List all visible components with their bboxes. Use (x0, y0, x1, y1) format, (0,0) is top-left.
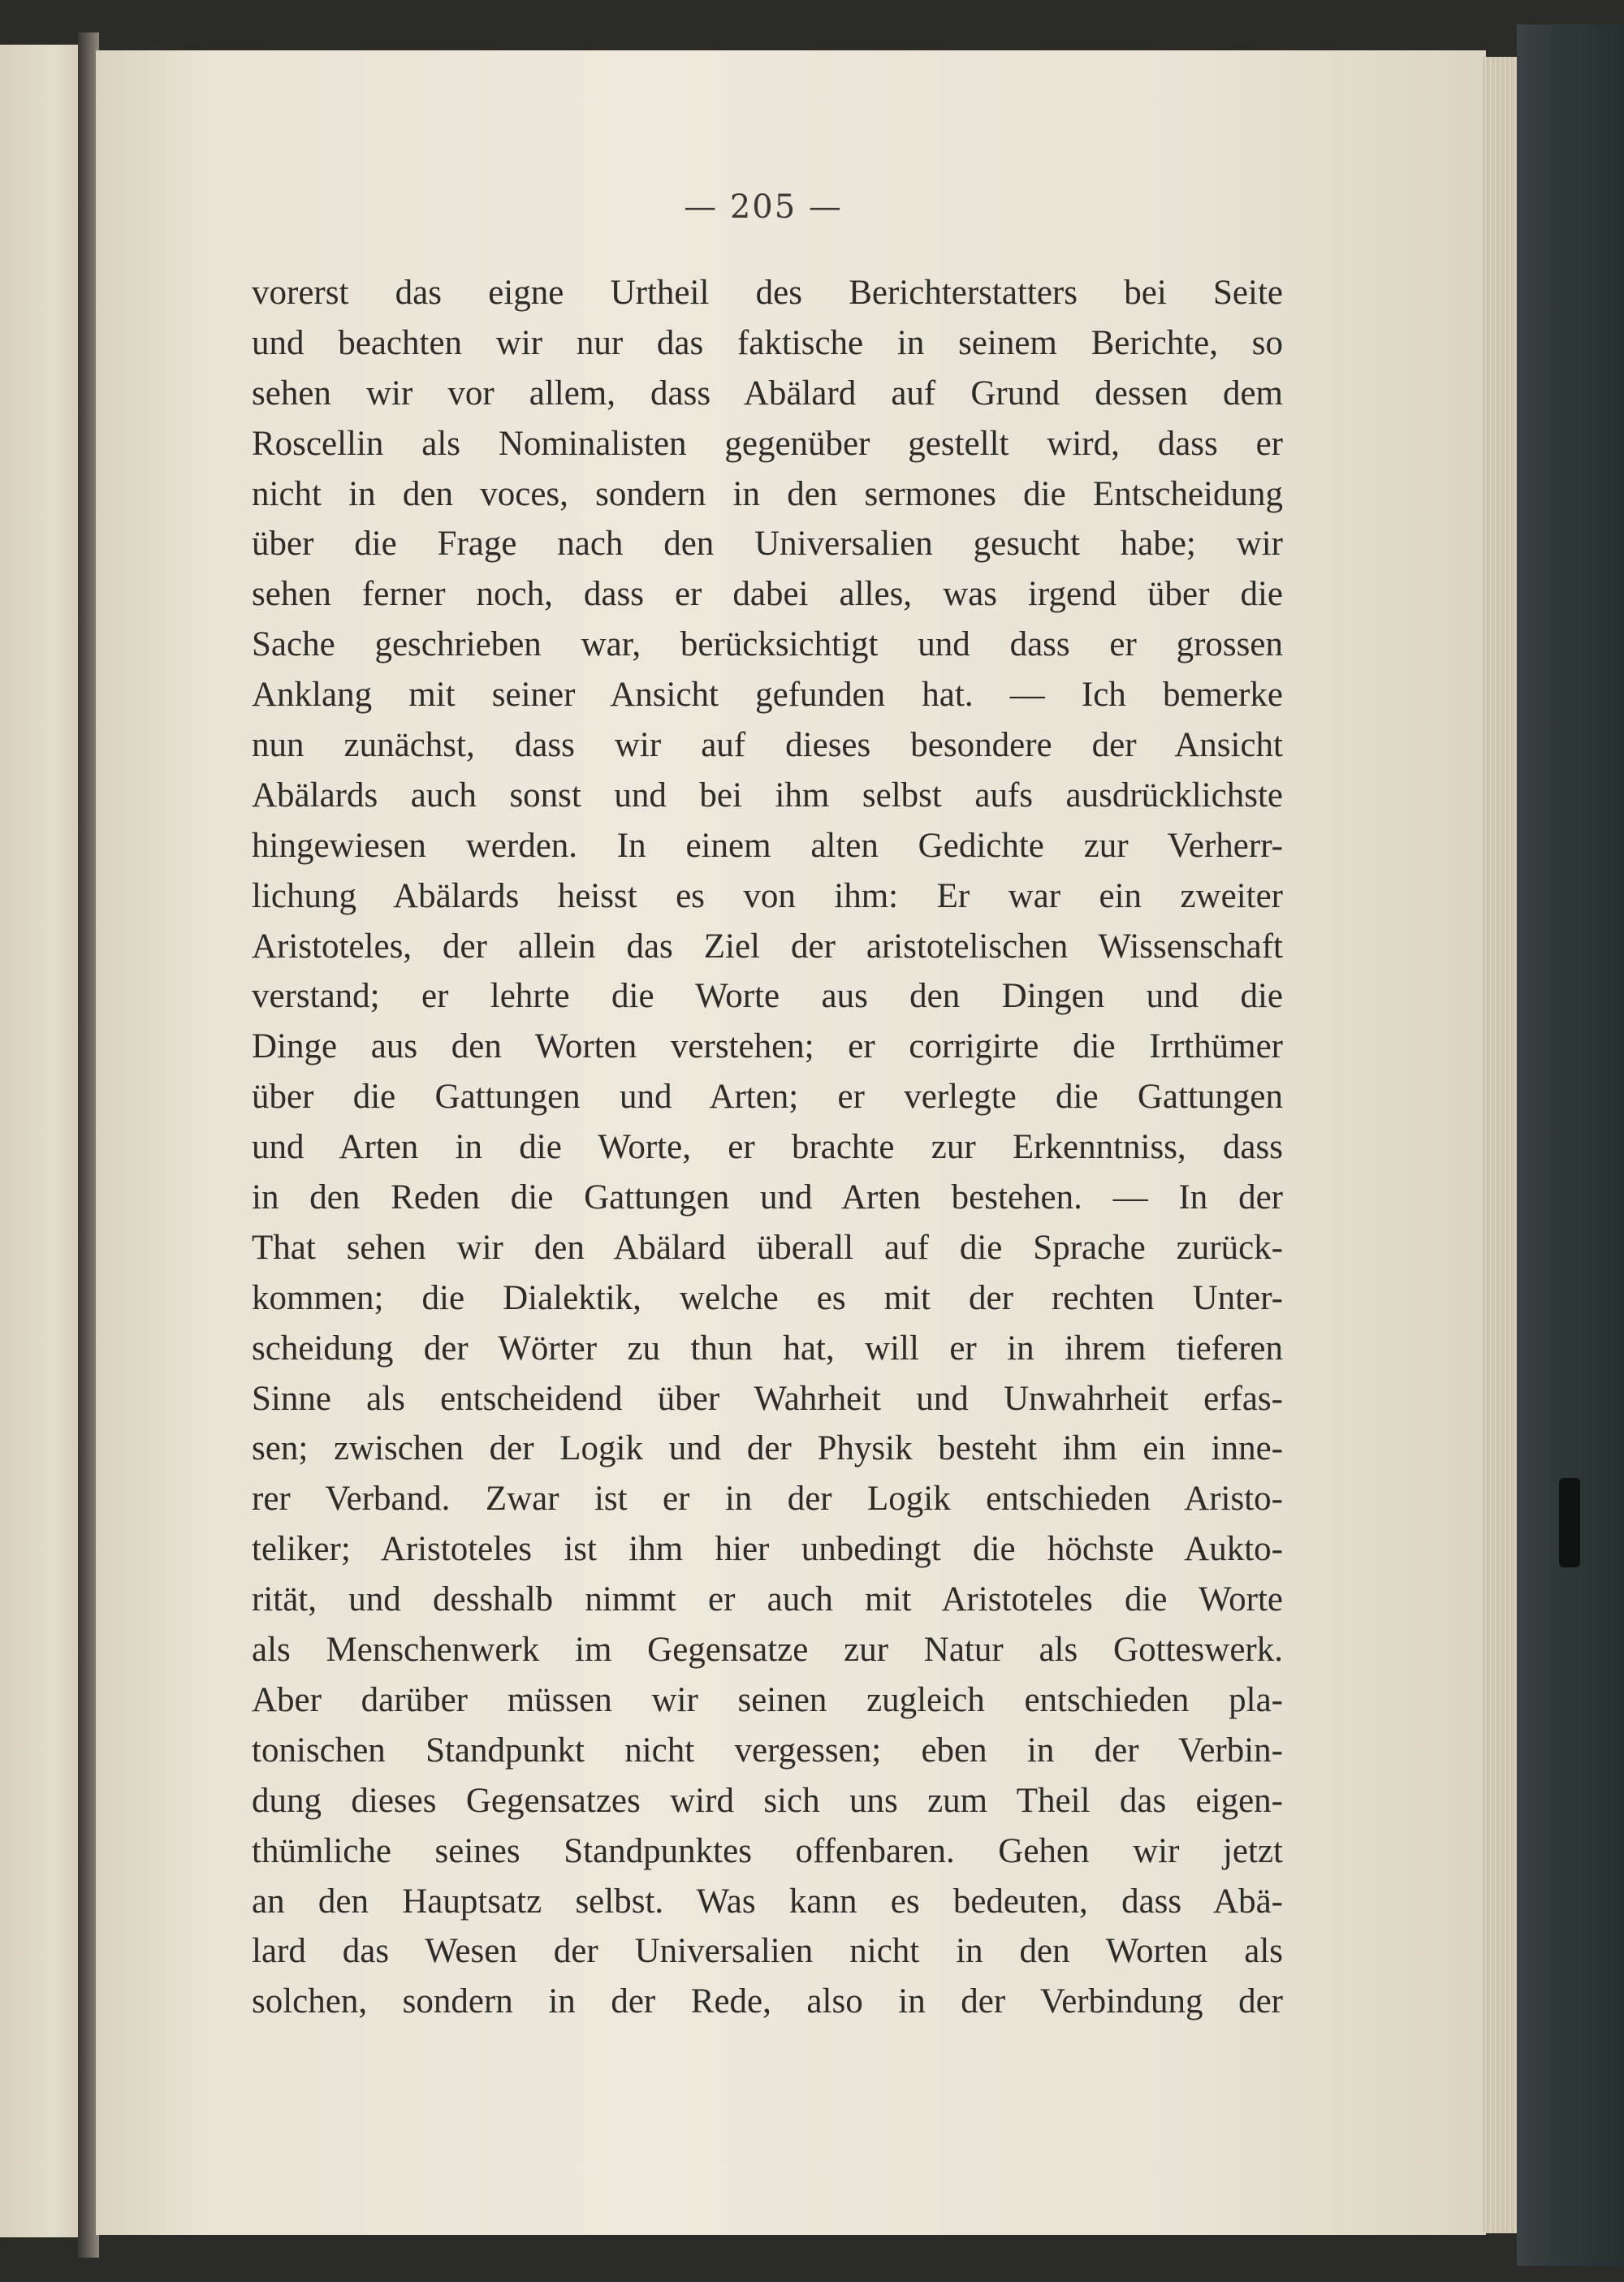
text-line: sehen ferner noch, dass er dabei alles, was irgend über die (252, 575, 1283, 614)
text-line: hingewiesen werden. In einem alten Gedichte zur Verherr- (252, 826, 1283, 865)
text-line: über die Gattungen und Arten; er verlegte die Gattungen (252, 1078, 1283, 1117)
text-line: Sinne als entscheidend über Wahrheit und Unwahrheit erfas- (252, 1379, 1283, 1418)
text-line: nun zunächst, dass wir auf dieses besondere der Ansicht (252, 726, 1283, 765)
text-line: an den Hauptsatz selbst. Was kann es bedeuten, dass Abä- (252, 1882, 1283, 1921)
body-text (252, 268, 1283, 2027)
text-line: scheidung der Wörter zu thun hat, will er in ihrem tieferen (252, 1329, 1283, 1368)
text-line: Aristoteles, der allein das Ziel der aristotelischen Wissenschaft (252, 927, 1283, 966)
text-line: in den Reden die Gattungen und Arten bestehen. — In der (252, 1178, 1283, 1217)
text-line: als Menschenwerk im Gegensatze zur Natur als Gotteswerk. (252, 1631, 1283, 1670)
text-line: und beachten wir nur das faktische in seinem Berichte, so (252, 323, 1283, 362)
text-line: vorerst das eigne Urtheil des Berichterstatters bei Seite (252, 274, 1283, 312)
text-line: sen; zwischen der Logik und der Physik besteht ihm ein inne- (252, 1429, 1283, 1468)
text-line: nicht in den voces, sondern in den sermones die Entscheidung (252, 474, 1283, 513)
text-line: Anklang mit seiner Ansicht gefunden hat. — Ich bemerke (252, 676, 1283, 715)
text-line: lard das Wesen der Universalien nicht in den Worten als (252, 1932, 1283, 1971)
book-cover (1517, 24, 1624, 2266)
text-line: Abälards auch sonst und bei ihm selbst aufs ausdrücklichste (252, 776, 1283, 815)
text-line: und Arten in die Worte, er brachte zur Erkenntniss, dass (252, 1128, 1283, 1167)
text-line: That sehen wir den Abälard überall auf die Sprache zurück- (252, 1228, 1283, 1267)
text-line: teliker; Aristoteles ist ihm hier unbedingt die höchste Aukto- (252, 1530, 1283, 1569)
text-line: tonischen Standpunkt nicht vergessen; eben in der Verbin- (252, 1731, 1283, 1770)
text-line: über die Frage nach den Universalien gesucht habe; wir (252, 525, 1283, 564)
text-line: Sache geschrieben war, berücksichtigt und dass er grossen (252, 625, 1283, 664)
page-number: — 205 — (684, 188, 843, 226)
cover-clasp-mark (1559, 1478, 1580, 1567)
text-line: solchen, sondern in der Rede, also in der Verbindung der (252, 1982, 1283, 2021)
text-line: rer Verband. Zwar ist er in der Logik entschieden Aristo- (252, 1480, 1283, 1519)
text-line: Roscellin als Nominalisten gegenüber gestellt wird, dass er (252, 424, 1283, 463)
text-line: sehen wir vor allem, dass Abälard auf Grund dessen dem (252, 374, 1283, 413)
text-line: Aber darüber müssen wir seinen zugleich entschieden pla- (252, 1680, 1283, 1719)
text-line: Dinge aus den Worten verstehen; er corrigirte die Irrthümer (252, 1027, 1283, 1066)
text-line: rität, und desshalb nimmt er auch mit Aristoteles die Worte (252, 1580, 1283, 1619)
text-line: thümliche seines Standpunktes offenbaren. Gehen wir jetzt (252, 1831, 1283, 1870)
text-line: lichung Abälards heisst es von ihm: Er war ein zweiter (252, 876, 1283, 915)
previous-page-edge (0, 45, 89, 2237)
text-line: kommen; die Dialektik, welche es mit der rechten Unter- (252, 1278, 1283, 1317)
page-block-edges (1483, 57, 1520, 2233)
text-line: dung dieses Gegensatzes wird sich uns zum Theil das eigen- (252, 1781, 1283, 1820)
text-line: verstand; er lehrte die Worte aus den Dingen und die (252, 977, 1283, 1016)
